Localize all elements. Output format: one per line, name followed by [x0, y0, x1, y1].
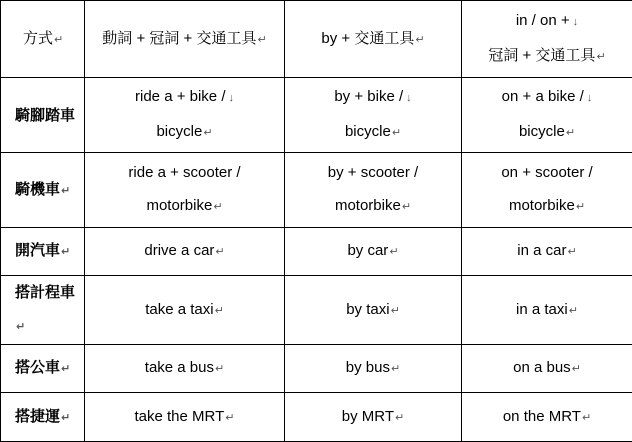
cell-text: take the MRT: [135, 408, 225, 425]
paragraph-mark: ↵: [61, 412, 70, 424]
cell-text: in a car: [517, 242, 566, 259]
paragraph-mark: ↵: [391, 363, 400, 375]
cell-text: on + scooter /: [501, 164, 592, 181]
cell-text: drive a car: [144, 242, 214, 259]
row-label-cell: [1, 393, 85, 442]
table-row-bus: [1, 345, 632, 393]
in-on-cell: [462, 276, 632, 345]
paragraph-mark: ↵: [572, 363, 581, 375]
cell-text: by + bike /: [334, 88, 403, 105]
line-break-mark: ↓: [573, 16, 579, 28]
row-label: 開汽車: [15, 242, 60, 259]
header-cell-verb-article: [85, 1, 285, 78]
table-row-scooter: [1, 153, 632, 228]
paragraph-mark: ↵: [225, 412, 234, 424]
paragraph-mark: ↵: [389, 246, 398, 258]
row-label: 騎腳踏車: [15, 107, 75, 124]
cell-text: motorbike: [335, 197, 401, 214]
paragraph-mark: ↵: [61, 185, 70, 197]
cell-text: on the MRT: [503, 408, 581, 425]
cell-text: by + scooter /: [328, 164, 418, 181]
paragraph-mark: ↵: [576, 201, 585, 213]
verb-cell: [85, 393, 285, 442]
in-on-cell: [462, 153, 632, 228]
paragraph-mark: ↵: [61, 363, 70, 375]
by-cell: [285, 78, 462, 153]
in-on-cell: [462, 393, 632, 442]
paragraph-mark: ↵: [567, 246, 576, 258]
paragraph-mark: ↵: [203, 127, 212, 139]
paragraph-mark: ↵: [392, 127, 401, 139]
row-label: 搭計程車: [15, 284, 75, 301]
cell-text: by bus: [346, 359, 390, 376]
cell-text: in a taxi: [516, 301, 568, 318]
cell-text: motorbike: [146, 197, 212, 214]
paragraph-mark: ↵: [582, 412, 591, 424]
row-label-cell: [1, 276, 85, 345]
cell-text: on + a bike /: [502, 88, 584, 105]
table-row-mrt: [1, 393, 632, 442]
cell-text: ride a + scooter /: [128, 164, 240, 181]
row-label-cell: [1, 78, 85, 153]
cell-text: bicycle: [345, 123, 391, 140]
paragraph-mark: ↵: [16, 321, 25, 333]
paragraph-mark: ↵: [566, 127, 575, 139]
line-break-mark: ↓: [587, 92, 593, 104]
paragraph-mark: ↵: [61, 246, 70, 258]
header-cell-by: [285, 1, 462, 78]
cell-text: ride a + bike /: [135, 88, 225, 105]
header-verb-text: 動詞 + 冠詞 + 交通工具: [102, 30, 256, 47]
row-label-cell: [1, 228, 85, 276]
cell-text: take a bus: [145, 359, 214, 376]
paragraph-mark: ↵: [391, 305, 400, 317]
paragraph-mark: ↵: [569, 305, 578, 317]
in-on-cell: [462, 228, 632, 276]
header-in-on-text: in / on +: [516, 12, 570, 29]
table-row-bicycle: [1, 78, 632, 153]
row-label: 搭捷運: [15, 408, 60, 425]
header-cell-in-on: [462, 1, 632, 78]
paragraph-mark: ↵: [215, 363, 224, 375]
row-label-cell: [1, 153, 85, 228]
header-row: [1, 1, 632, 78]
table-row-car: [1, 228, 632, 276]
by-cell: [285, 393, 462, 442]
row-label-cell: [1, 345, 85, 393]
verb-cell: [85, 228, 285, 276]
cell-text: motorbike: [509, 197, 575, 214]
cell-text: by MRT: [342, 408, 394, 425]
paragraph-mark: ↵: [395, 412, 404, 424]
table-row-taxi: [1, 276, 632, 345]
row-label: 騎機車: [15, 181, 60, 198]
paragraph-mark: ↵: [257, 34, 266, 46]
verb-cell: [85, 78, 285, 153]
cell-text: bicycle: [519, 123, 565, 140]
verb-cell: [85, 153, 285, 228]
cell-text: by taxi: [346, 301, 389, 318]
paragraph-mark: ↵: [415, 34, 424, 46]
paragraph-mark: ↵: [215, 305, 224, 317]
in-on-cell: [462, 78, 632, 153]
header-cell-method: [1, 1, 85, 78]
by-cell: [285, 228, 462, 276]
paragraph-mark: ↵: [402, 201, 411, 213]
by-cell: [285, 276, 462, 345]
row-label: 搭公車: [15, 359, 60, 376]
paragraph-mark: ↵: [596, 51, 605, 63]
cell-text: take a taxi: [145, 301, 213, 318]
cell-text: by car: [347, 242, 388, 259]
verb-cell: [85, 276, 285, 345]
line-break-mark: ↓: [406, 92, 412, 104]
verb-cell: [85, 345, 285, 393]
paragraph-mark: ↵: [54, 34, 63, 46]
line-break-mark: ↓: [228, 92, 234, 104]
cell-text: bicycle: [156, 123, 202, 140]
paragraph-mark: ↵: [215, 246, 224, 258]
by-cell: [285, 153, 462, 228]
paragraph-mark: ↵: [213, 201, 222, 213]
header-method-text: 方式: [23, 30, 53, 47]
header-by-text: by + 交通工具: [321, 30, 414, 47]
in-on-cell: [462, 345, 632, 393]
by-cell: [285, 345, 462, 393]
header-article-text: 冠詞 + 交通工具: [488, 47, 595, 64]
cell-text: on a bus: [513, 359, 571, 376]
